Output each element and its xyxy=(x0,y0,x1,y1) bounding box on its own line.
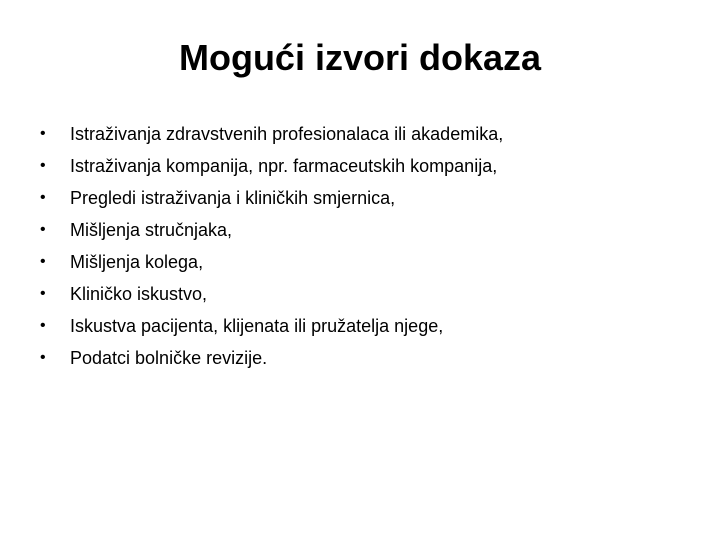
list-item-text: Pregledi istraživanja i kliničkih smjernica, xyxy=(70,188,396,208)
list-item-text: Mišljenja kolega, xyxy=(70,252,204,272)
bullet-icon: • xyxy=(40,125,46,142)
list-item-text: Podatci bolničke revizije. xyxy=(70,348,268,368)
bullet-icon: • xyxy=(40,317,46,334)
bullet-icon: • xyxy=(40,285,46,302)
bullet-icon: • xyxy=(40,189,46,206)
bullet-icon: • xyxy=(40,349,46,366)
list-item-text: Iskustva pacijenta, klijenata ili pružatelja njege, xyxy=(70,316,444,336)
bullet-icon: • xyxy=(40,221,46,238)
list-item-text: Mišljenja stručnjaka, xyxy=(70,220,233,240)
list-item-text: Kliničko iskustvo, xyxy=(70,284,208,304)
slide-title: Mogući izvori dokaza xyxy=(178,37,542,78)
bullet-icon: • xyxy=(40,157,46,174)
bullet-icon: • xyxy=(40,253,46,270)
list-item-text: Istraživanja zdravstvenih profesionalaca ili akademika, xyxy=(70,124,504,144)
list-item-text: Istraživanja kompanija, npr. farmaceutskih kompanija, xyxy=(70,156,498,176)
